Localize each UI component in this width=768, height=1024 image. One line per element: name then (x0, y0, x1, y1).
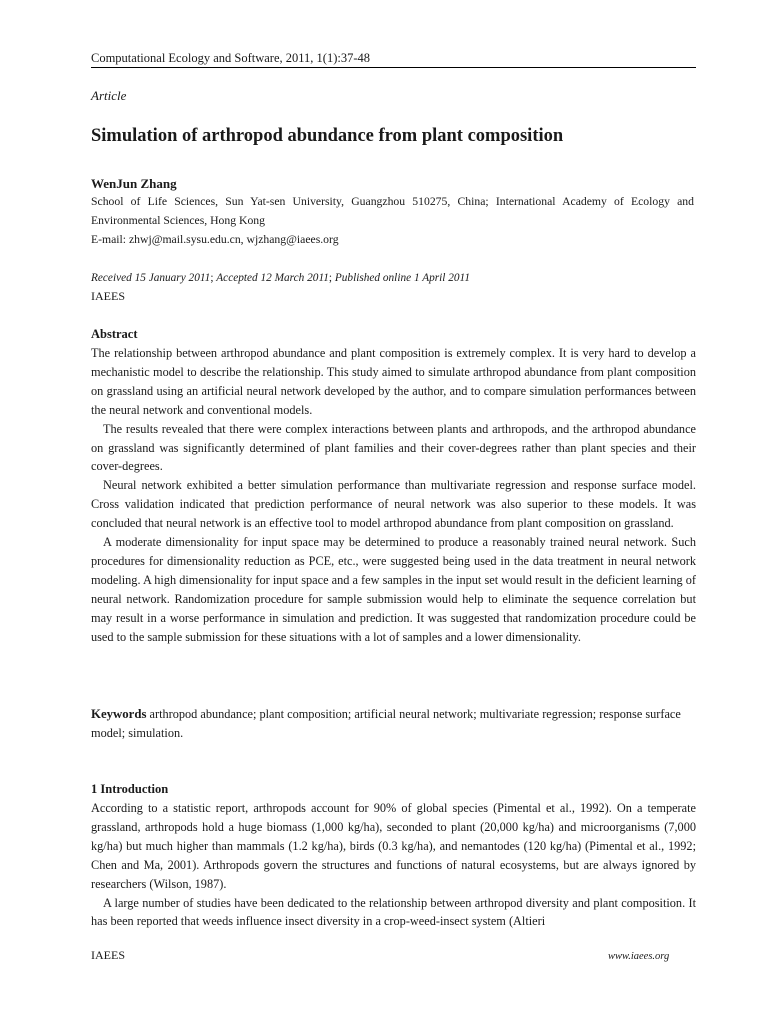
date-separator: ; (328, 272, 335, 284)
publisher-name: IAEES (91, 289, 125, 303)
abstract-section (91, 325, 696, 647)
introduction-section (91, 780, 696, 931)
publication-dates (91, 270, 470, 286)
abstract-paragraph: The relationship between arthropod abundance and plant composition is extremely complex. It is very hard to develop a mechanistic model to describe the relationship. This study aimed to simulate arthropod abundance from plant composition on grassland using an artificial neural network developed by the author, and to compare simulation performances between the neural network and conventional models. (91, 346, 696, 417)
date-separator: ; (210, 272, 217, 284)
keywords-text: arthropod abundance; plant composition; artificial neural network; multivariate regression; response surface model; simulation. (91, 707, 681, 740)
keywords-label: Keywords (91, 707, 147, 721)
article-type-label: Article (91, 88, 127, 103)
abstract-paragraph: A moderate dimensionality for input space may be determined to produce a reasonably trained neural network. Such procedures for dimensionality reduction as PCE, etc., were suggested being used in the data treatment in neural network modeling. A high dimensionality for input space and a few samples in the input set would result in the deficient learning of neural network. Randomization procedure for sample submission would help to eliminate the sequence correlation but may result in a worse performance in simulation and prediction. It was suggested that randomization procedure could be used to the sample submission for these situations with a lot of samples and a lower dimensionality. (91, 535, 696, 644)
keywords-block (91, 705, 696, 743)
introduction-paragraph: According to a statistic report, arthropods account for 90% of global species (Pimental et al., 1992). On a temperate grassland, arthropods hold a huge biomass (1,000 kg/ha), seconded to plant (20,000 kg/ha) and microorganisms (7,000 kg/ha) but much higher than mammals (1.2 kg/ha), birds (0.3 kg/ha), and nemantodes (120 kg/ha) (Pimental et al., 1992; Chen and Ma, 2001). Arthropods govern the structures and functions of natural ecosystems, but are always ignored by researchers (Wilson, 1987). (91, 801, 696, 891)
abstract-paragraph: The results revealed that there were complex interactions between plants and arthropods, and the arthropod abundance on grassland was significantly determined of plant families and their cover-degrees rather than plant species and their cover-degrees. (91, 421, 696, 474)
introduction-paragraph: A large number of studies have been dedicated to the relationship between arthropod diversity and plant composition. It has been reported that weeds influence insect diversity in a crop-weed-insect system (Altieri (91, 895, 696, 929)
journal-header: Computational Ecology and Software, 2011, 1(1):37-48 (91, 50, 696, 68)
abstract-heading: Abstract (91, 327, 138, 341)
author-affiliation: School of Life Sciences, Sun Yat-sen University, Guangzhou 510275, China; International Academy of Ecology and Environmental Sciences, Hong Kong (91, 195, 694, 227)
accepted-date: Accepted 12 March 2011 (216, 272, 329, 284)
abstract-paragraph: Neural network exhibited a better simulation performance than multivariate regression and response surface model. Cross validation indicated that prediction performance of neural network was also superior to these models. It was concluded that neural network is an effective tool to model arthropod abundance from plant composition on grassland. (91, 478, 696, 531)
footer-website: www.iaees.org (608, 951, 670, 962)
author-name: WenJun Zhang (91, 176, 177, 191)
introduction-heading: 1 Introduction (91, 782, 169, 796)
received-date: Received 15 January 2011 (91, 272, 211, 284)
footer-publisher: IAEES (91, 948, 125, 962)
published-date: Published online 1 April 2011 (334, 272, 471, 284)
author-email: E-mail: zhwj@mail.sysu.edu.cn, wjzhang@iaees.org (91, 233, 339, 246)
paper-title: Simulation of arthropod abundance from plant composition (91, 126, 564, 146)
